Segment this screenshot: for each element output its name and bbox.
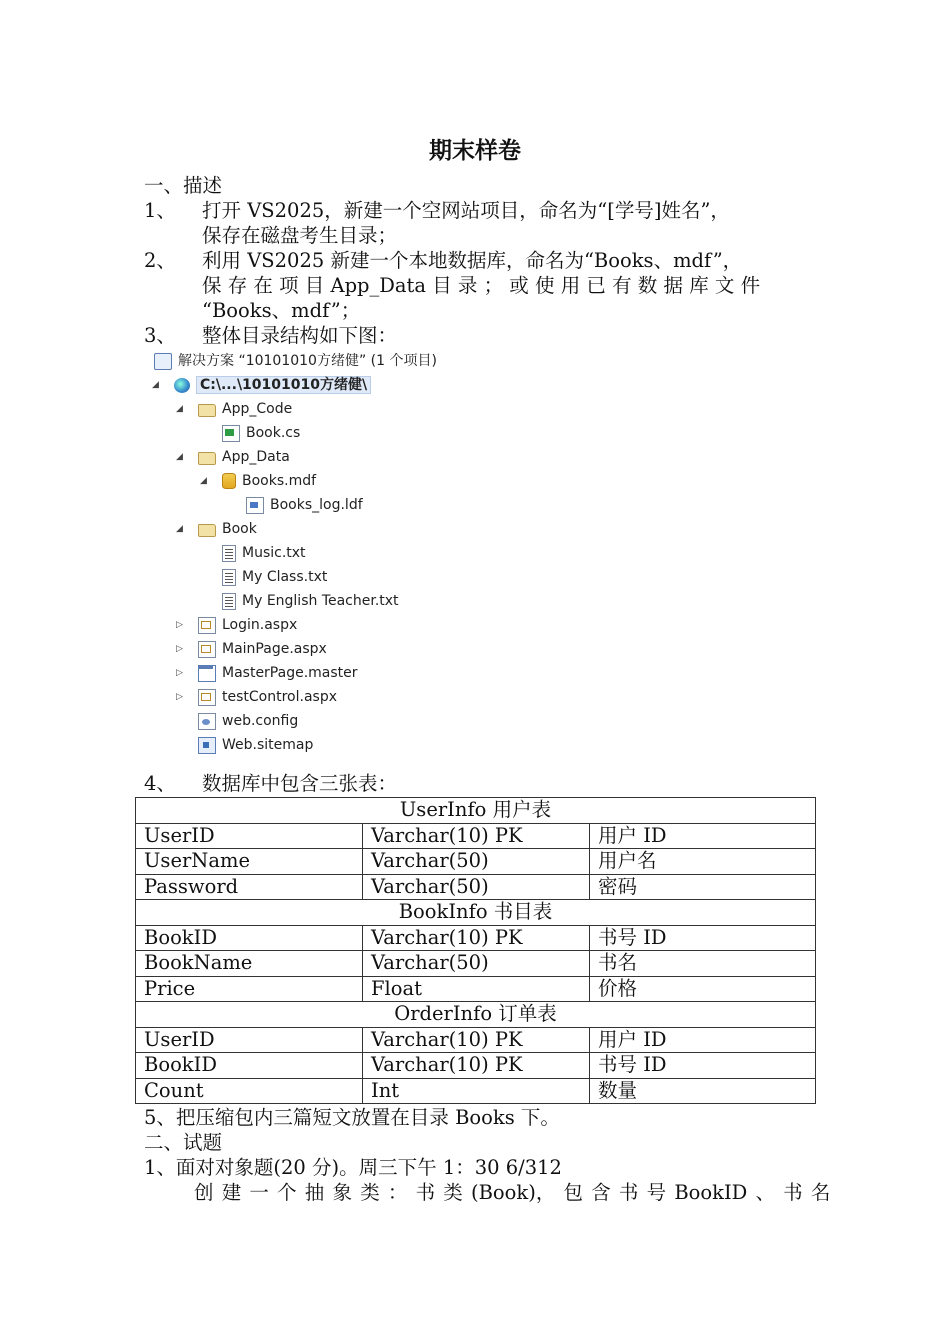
master-page-icon xyxy=(198,665,216,682)
text-file-icon xyxy=(222,569,236,586)
expand-arrow-icon[interactable]: ◢ xyxy=(176,524,183,534)
field-desc: 用户 ID xyxy=(590,823,816,849)
field-name: BookID xyxy=(136,925,363,951)
item-number-4: 4、 xyxy=(144,772,176,795)
field-desc: 用户 ID xyxy=(590,1027,816,1053)
tree-node-masterpage-master[interactable] xyxy=(198,662,358,684)
field-type: Varchar(10) PK xyxy=(363,823,590,849)
field-name: BookName xyxy=(136,951,363,977)
field-type: Varchar(50) xyxy=(363,849,590,875)
field-type: Float xyxy=(363,976,590,1002)
tree-node-label: Login.aspx xyxy=(222,617,298,633)
table-row xyxy=(136,976,816,1002)
tree-node-books-mdf[interactable] xyxy=(222,470,316,492)
field-desc: 密码 xyxy=(590,874,816,900)
folder-icon xyxy=(198,452,216,465)
table-header-userinfo: UserInfo 用户表 xyxy=(136,798,816,824)
solution-explorer-tree xyxy=(150,348,470,760)
item-2-line-1: 利用 VS2025 新建一个本地数据库，命名为“Books、mdf”， xyxy=(202,249,743,272)
section-heading-questions: 二、试题 xyxy=(144,1131,223,1154)
tree-node-label: Music.txt xyxy=(242,545,306,561)
field-desc: 用户名 xyxy=(590,849,816,875)
item-number-2: 2、 xyxy=(144,249,176,272)
field-type: Varchar(10) PK xyxy=(363,1027,590,1053)
folder-icon xyxy=(198,524,216,537)
tree-node-label: testControl.aspx xyxy=(222,689,337,705)
log-file-icon xyxy=(246,497,264,514)
tree-node-label: Web.sitemap xyxy=(222,737,314,753)
folder-icon xyxy=(198,404,216,417)
field-desc: 价格 xyxy=(590,976,816,1002)
field-name: BookID xyxy=(136,1053,363,1079)
page-title: 期末样卷 xyxy=(429,137,521,164)
table-row xyxy=(136,951,816,977)
table-row xyxy=(136,1078,816,1104)
question-1-description: 创 建 一 个 抽 象 类 ： 书 类 (Book)， 包 含 书 号 BookID 、 书 名 xyxy=(194,1181,831,1204)
tree-node-app-data[interactable] xyxy=(198,446,290,468)
field-type: Int xyxy=(363,1078,590,1104)
tree-node-book-folder[interactable] xyxy=(198,518,257,540)
table-row xyxy=(136,823,816,849)
tree-node-label: My Class.txt xyxy=(242,569,328,585)
database-tables xyxy=(135,797,816,1104)
tree-node-label: My English Teacher.txt xyxy=(242,593,399,609)
table-row xyxy=(136,874,816,900)
tree-node-label: Book xyxy=(222,521,257,537)
tree-node-testcontrol-aspx[interactable] xyxy=(198,686,337,708)
field-name: Price xyxy=(136,976,363,1002)
collapse-arrow-icon[interactable]: ▷ xyxy=(176,668,183,678)
tree-solution-node[interactable] xyxy=(154,350,437,372)
expand-arrow-icon[interactable]: ◢ xyxy=(152,380,159,390)
item-number-1: 1、 xyxy=(144,199,176,222)
table-header-orderinfo: OrderInfo 订单表 xyxy=(136,1002,816,1028)
item-2-line-2: 保 存 在 项 目 App_Data 目 录 ； 或 使 用 已 有 数 据 库 文 件 xyxy=(202,274,761,297)
field-name: Password xyxy=(136,874,363,900)
tree-node-label: MainPage.aspx xyxy=(222,641,327,657)
collapse-arrow-icon[interactable]: ▷ xyxy=(176,692,183,702)
tree-project-label: C:\...\10101010方绪健\ xyxy=(196,376,371,394)
sitemap-file-icon xyxy=(198,737,216,754)
table-row xyxy=(136,925,816,951)
field-name: UserID xyxy=(136,823,363,849)
tree-node-label: Books.mdf xyxy=(242,473,317,489)
tree-node-books-log-ldf[interactable] xyxy=(246,494,363,516)
tree-node-label: Book.cs xyxy=(246,425,301,441)
tree-node-label: App_Code xyxy=(222,401,293,417)
field-type: Varchar(10) PK xyxy=(363,1053,590,1079)
item-number-3: 3、 xyxy=(144,324,176,347)
aspx-file-icon xyxy=(198,617,216,634)
tree-node-my-class-txt[interactable] xyxy=(222,566,327,588)
tree-node-label: App_Data xyxy=(222,449,290,465)
item-1-line-2: 保存在磁盘考生目录； xyxy=(202,224,398,247)
tree-solution-label: 解决方案 “10101010方绪健” (1 个项目) xyxy=(178,353,437,369)
web-project-icon xyxy=(174,378,190,393)
field-desc: 数量 xyxy=(590,1078,816,1104)
question-1-title: 1、面对对象题(20 分)。周三下午 1：30 6/312 xyxy=(144,1156,562,1179)
aspx-file-icon xyxy=(198,641,216,658)
tree-node-app-code[interactable] xyxy=(198,398,292,420)
field-desc: 书号 ID xyxy=(590,925,816,951)
table-row xyxy=(136,1027,816,1053)
config-file-icon xyxy=(198,713,216,730)
item-5-line: 5、把压缩包内三篇短文放置在目录 Books 下。 xyxy=(144,1106,560,1129)
field-name: UserID xyxy=(136,1027,363,1053)
field-name: UserName xyxy=(136,849,363,875)
table-row xyxy=(136,1053,816,1079)
item-2-line-3: “Books、mdf”； xyxy=(202,299,361,322)
tree-node-label: MasterPage.master xyxy=(222,665,358,681)
tree-node-web-config[interactable] xyxy=(198,710,298,732)
section-heading-describe: 一、描述 xyxy=(144,174,223,197)
table-row xyxy=(136,849,816,875)
tree-node-book-cs[interactable] xyxy=(222,422,300,444)
tree-node-login-aspx[interactable] xyxy=(198,614,297,636)
item-1-line-1: 打开 VS2025，新建一个空网站项目，命名为“[学号]姓名”， xyxy=(202,199,730,222)
tree-node-my-english-teacher-txt[interactable] xyxy=(222,590,399,612)
expand-arrow-icon[interactable]: ◢ xyxy=(176,404,183,414)
item-3-line-1: 整体目录结构如下图： xyxy=(202,324,398,347)
collapse-arrow-icon[interactable]: ▷ xyxy=(176,644,183,654)
text-file-icon xyxy=(222,545,236,562)
aspx-file-icon xyxy=(198,689,216,706)
table-header-bookinfo: BookInfo 书目表 xyxy=(136,900,816,926)
tree-node-music-txt[interactable] xyxy=(222,542,306,564)
expand-arrow-icon[interactable]: ◢ xyxy=(200,476,207,486)
tree-project-node[interactable] xyxy=(174,374,371,396)
tree-node-web-sitemap[interactable] xyxy=(198,734,313,756)
solution-icon xyxy=(154,353,172,370)
field-desc: 书号 ID xyxy=(590,1053,816,1079)
collapse-arrow-icon[interactable]: ▷ xyxy=(176,620,183,630)
field-desc: 书名 xyxy=(590,951,816,977)
item-4-line-1: 数据库中包含三张表： xyxy=(202,772,398,795)
database-icon xyxy=(222,473,236,489)
text-file-icon xyxy=(222,593,236,610)
expand-arrow-icon[interactable]: ◢ xyxy=(176,452,183,462)
field-name: Count xyxy=(136,1078,363,1104)
tree-node-label: Books_log.ldf xyxy=(270,497,363,513)
cs-file-icon xyxy=(222,425,240,442)
field-type: Varchar(50) xyxy=(363,951,590,977)
field-type: Varchar(50) xyxy=(363,874,590,900)
tree-node-label: web.config xyxy=(222,713,299,729)
tree-node-mainpage-aspx[interactable] xyxy=(198,638,327,660)
field-type: Varchar(10) PK xyxy=(363,925,590,951)
